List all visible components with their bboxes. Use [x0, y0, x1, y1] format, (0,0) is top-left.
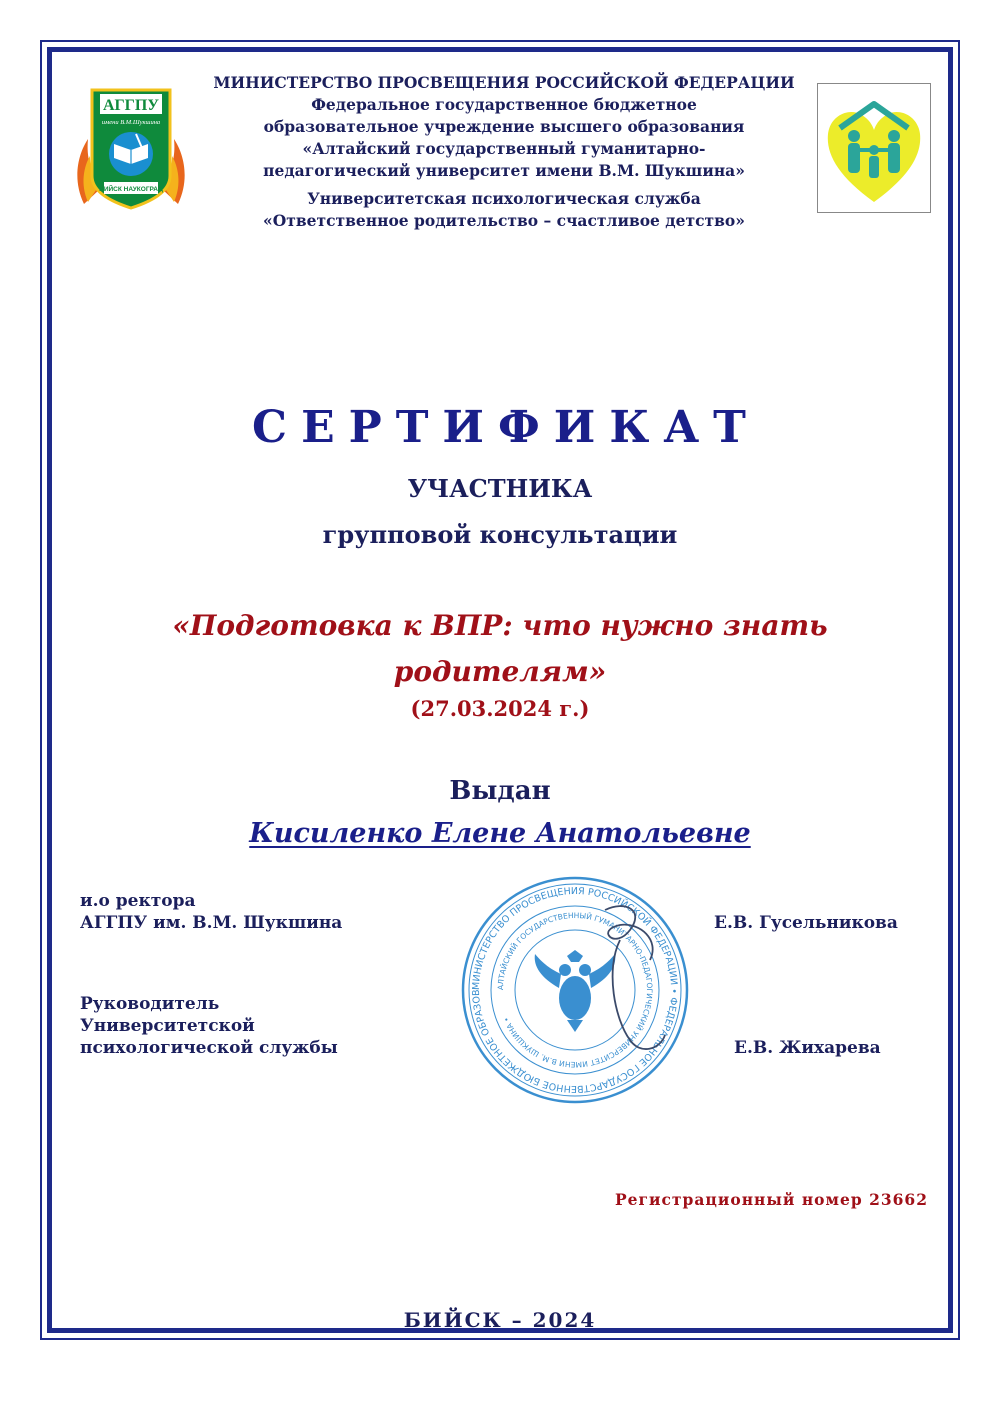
head-name: Е.В. Жихарева: [734, 1038, 881, 1058]
event-title-line-2: родителям»: [393, 655, 607, 688]
university-emblem-logo: [70, 84, 192, 212]
certificate-subtitle-consultation: групповой консультации: [322, 520, 678, 549]
official-stamp: [455, 870, 695, 1110]
head-role-line-3: психологической службы: [80, 1038, 338, 1058]
registration-number: Регистрационный номер 23662: [614, 1190, 928, 1209]
institution-line-4: педагогический университет имени В.М. Шукшина»: [263, 161, 745, 180]
event-date: (27.03.2024 г.): [410, 696, 590, 721]
institution-line-3: «Алтайский государственный гуманитарно-: [302, 139, 706, 158]
institution-line-2: образовательное учреждение высшего образования: [263, 117, 745, 136]
recipient-name-wrap: [0, 818, 1000, 849]
rector-role-line-2: АГГПУ им. В.М. Шукшина: [80, 913, 343, 933]
institution-line-1: Федеральное государственное бюджетное: [311, 95, 697, 114]
rector-role-line-1: и.о ректора: [80, 891, 196, 911]
head-role-line-1: Руководитель: [80, 994, 220, 1014]
ministry-name: МИНИСТЕРСТВО ПРОСВЕЩЕНИЯ РОССИЙСКОЙ ФЕДЕРАЦИИ: [213, 73, 795, 92]
head-role: [80, 993, 338, 1059]
service-line-2: «Ответственное родительство – счастливое детство»: [263, 211, 745, 230]
event-title-line-1: «Подготовка к ВПР: что нужно знать: [172, 609, 828, 642]
emblem-motto-text: имени В.М.Шукшина: [101, 119, 161, 126]
city-year: БИЙСК – 2024: [403, 1308, 597, 1332]
family-heart-logo: [817, 83, 931, 213]
stamp-inner-text: АЛТАЙСКИЙ ГОСУДАРСТВЕННЫЙ ГУМАНИТАРНО-ПЕДАГОГИЧЕСКИЙ УНИВЕРСИТЕТ ИМЕНИ В.М. ШУКШИНА •: [495, 910, 655, 1070]
recipient-name: Кисиленко Елене Анатольевне: [249, 818, 751, 849]
emblem-bottom-text: БИЙСК НАУКОГРАД: [99, 186, 163, 193]
emblem-top-text: АГГПУ: [102, 97, 160, 114]
stamp-ring-text: МИНИСТЕРСТВО ПРОСВЕЩЕНИЯ РОССИЙСКОЙ ФЕДЕРАЦИИ • ФЕДЕРАЛЬНОЕ ГОСУДАРСТВЕННОЕ БЮДЖЕТНОЕ ОБРАЗОВ: [470, 885, 680, 1095]
rector-name: Е.В. Гусельникова: [714, 913, 898, 933]
certificate-subtitle-participant: УЧАСТНИКА: [407, 474, 593, 503]
institution-header: [200, 72, 808, 232]
head-role-line-2: Университетской: [80, 1016, 255, 1036]
rector-role: [80, 890, 342, 934]
service-line-1: Университетская психологическая служба: [307, 189, 701, 208]
certificate-title: СЕРТИФИКАТ: [252, 402, 760, 453]
issued-label: Выдан: [449, 776, 551, 806]
